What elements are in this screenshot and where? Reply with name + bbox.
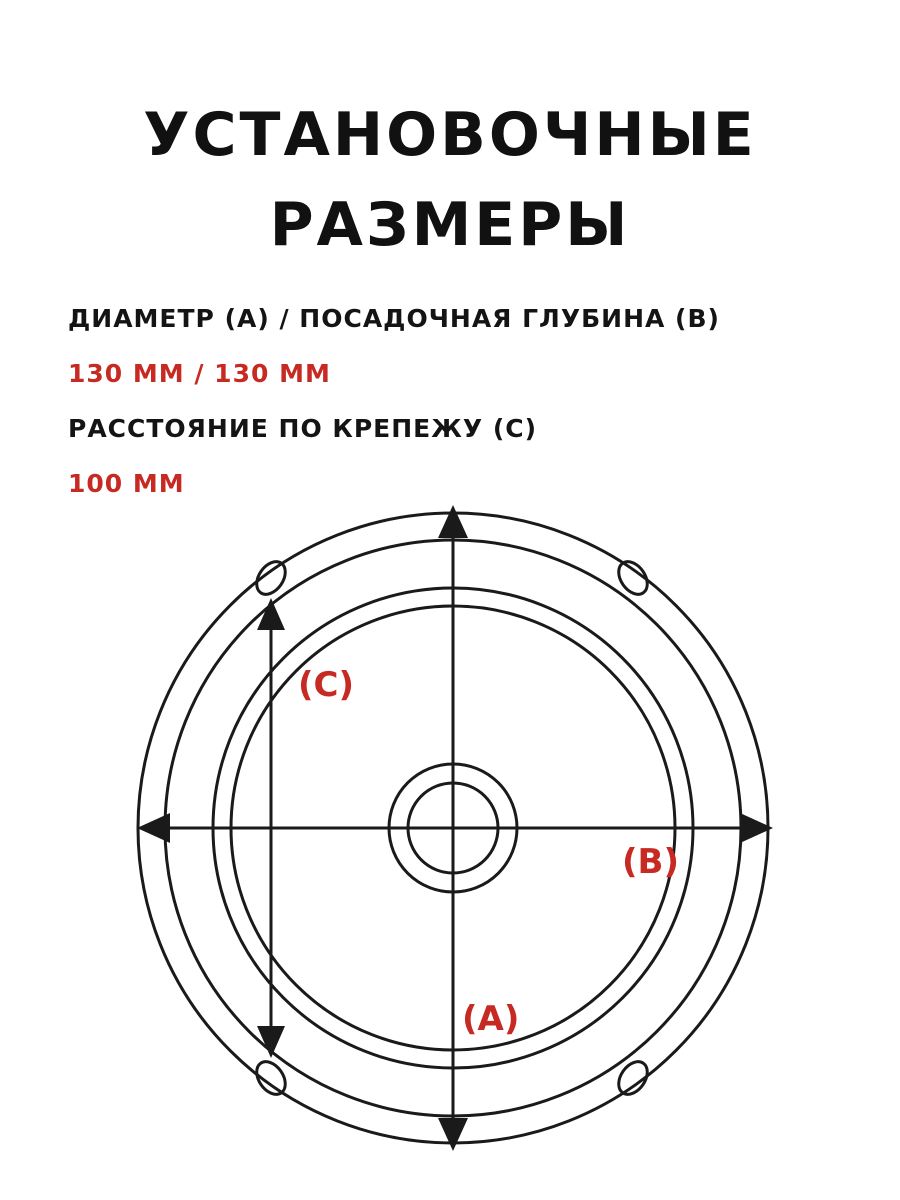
dimension-label-b: (B) bbox=[622, 842, 679, 882]
diameter-depth-value: 130 ММ / 130 ММ bbox=[68, 359, 331, 388]
mounting-distance-label: РАССТОЯНИЕ ПО КРЕПЕЖУ (С) bbox=[68, 414, 538, 443]
arrow-b-left bbox=[137, 813, 170, 843]
dimension-label-a: (A) bbox=[462, 999, 520, 1039]
arrow-a-top bbox=[438, 505, 468, 538]
diameter-depth-label: ДИАМЕТР (А) / ПОСАДОЧНАЯ ГЛУБИНА (В) bbox=[68, 304, 720, 333]
arrow-a-bottom bbox=[438, 1118, 468, 1151]
page-title-line-1: УСТАНОВОЧНЫЕ bbox=[143, 100, 757, 170]
dimension-label-c: (C) bbox=[298, 665, 355, 705]
mounting-distance-value: 100 ММ bbox=[68, 469, 185, 498]
page-title-line-2: РАЗМЕРЫ bbox=[269, 190, 631, 260]
